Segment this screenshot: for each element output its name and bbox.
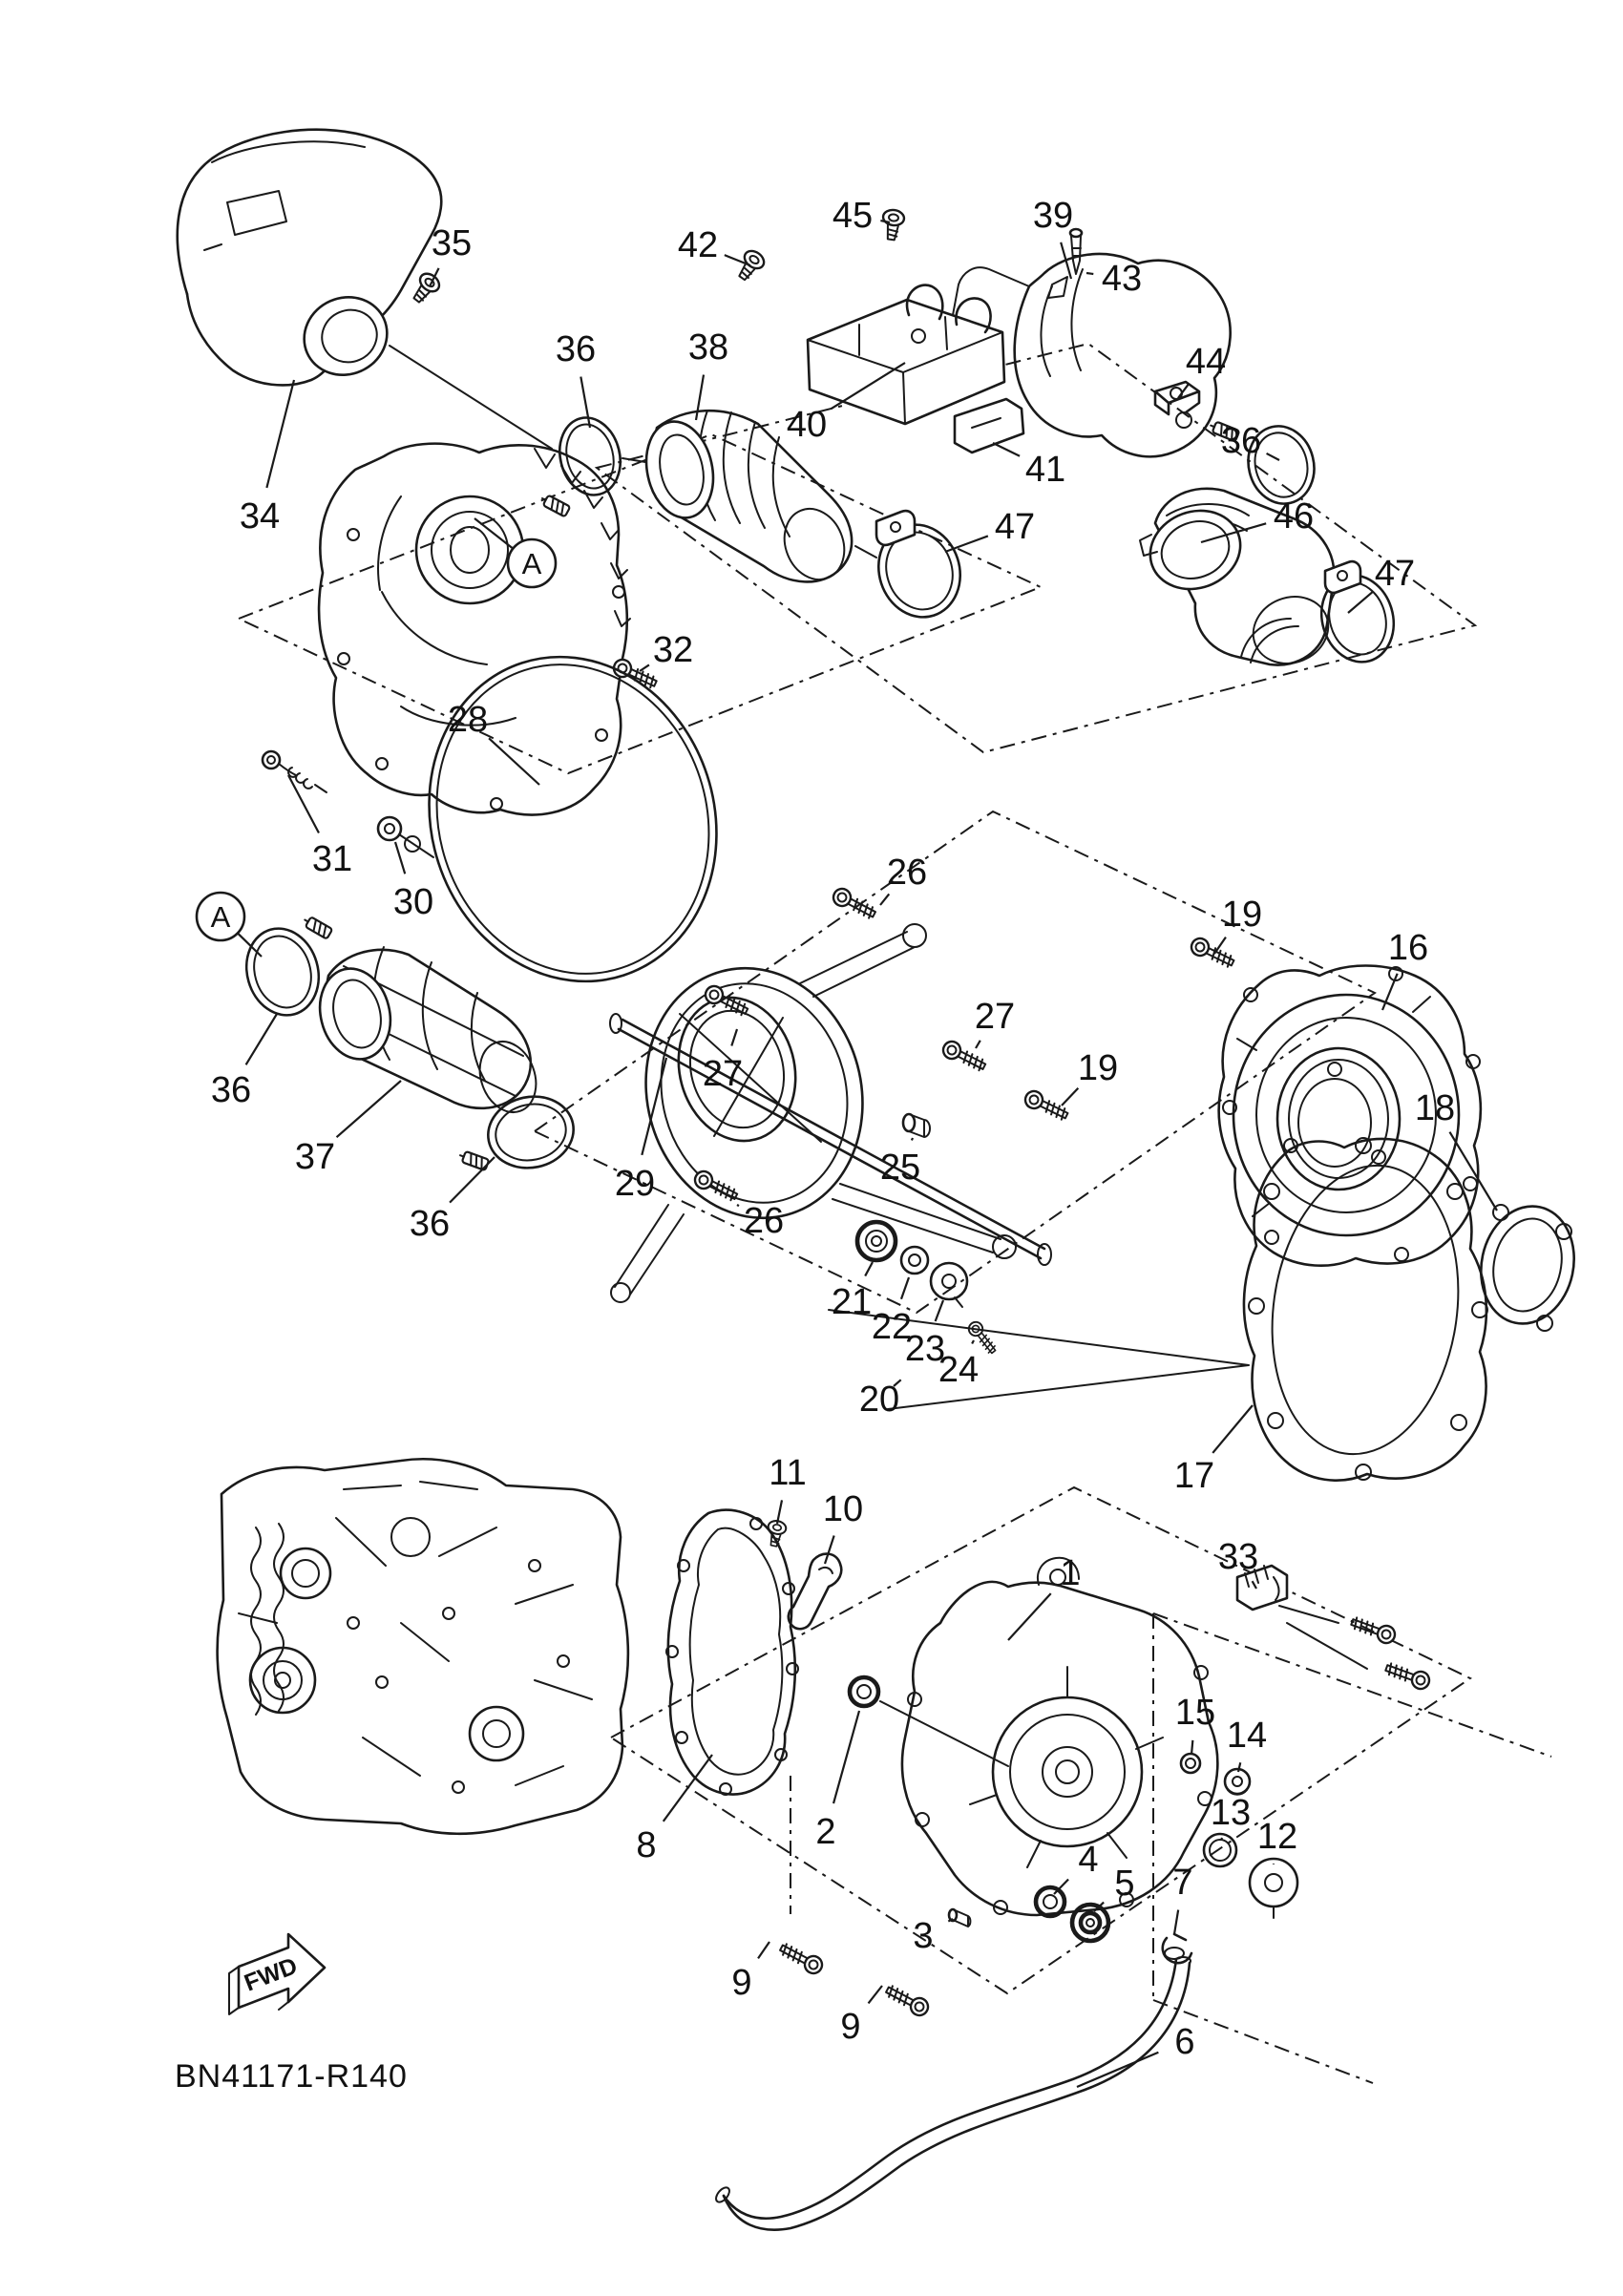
callout-label-41: 41 — [1024, 450, 1066, 490]
callout-label-14: 14 — [1226, 1716, 1268, 1756]
callout-label-20: 20 — [858, 1380, 900, 1420]
callout-label-9: 9 — [731, 1963, 752, 2003]
callout-label-9: 9 — [840, 2007, 861, 2047]
hose-clamp-36-left — [237, 915, 333, 1023]
pin-43 — [1070, 229, 1082, 274]
callout-label-47: 47 — [1374, 554, 1416, 594]
fwd-label: FWD — [241, 1952, 302, 1997]
detail-marker-label: A — [521, 547, 542, 580]
callout-label-43: 43 — [1101, 259, 1143, 299]
callout-label-21: 21 — [831, 1282, 873, 1322]
leader-line-11 — [777, 1500, 782, 1524]
cap-12 — [1250, 1859, 1297, 1918]
callout-label-13: 13 — [1210, 1793, 1252, 1833]
screw-35 — [408, 270, 442, 306]
leader-line-9 — [869, 1986, 882, 2003]
leader-line-23 — [936, 1300, 943, 1321]
hose-clamp-36-lower — [458, 1088, 580, 1175]
air-duct-part-34 — [178, 130, 441, 389]
callout-label-46: 46 — [1273, 496, 1315, 537]
callout-label-4: 4 — [1078, 1840, 1099, 1880]
callout-label-12: 12 — [1256, 1817, 1298, 1857]
callout-label-8: 8 — [636, 1825, 657, 1865]
callout-label-25: 25 — [879, 1148, 921, 1188]
callout-label-36: 36 — [1220, 421, 1262, 461]
callout-label-22: 22 — [871, 1307, 913, 1347]
callout-label-26: 26 — [886, 853, 928, 893]
callout-label-27: 27 — [702, 1054, 744, 1094]
leader-line-24 — [972, 1340, 974, 1344]
bolt-33b — [1383, 1660, 1431, 1692]
detail-markers — [197, 518, 556, 957]
callout-label-28: 28 — [447, 700, 489, 740]
diagram-part-code: BN41171-R140 — [175, 2058, 408, 2095]
callout-label-7: 7 — [1172, 1863, 1193, 1903]
cover-gasket-29 — [388, 620, 758, 1020]
dowel-pin-3 — [949, 1909, 970, 1927]
air-cleaner-bracket-40 — [808, 285, 1004, 424]
sensor-33 — [1237, 1566, 1367, 1669]
leader-line-36 — [246, 1014, 277, 1064]
callout-label-1: 1 — [1060, 1553, 1081, 1593]
leader-line-22 — [901, 1277, 909, 1299]
fwd-direction-arrow — [229, 1934, 325, 2014]
bolt-19-middle — [1022, 1088, 1070, 1124]
leader-line-43 — [1086, 273, 1093, 274]
crankcase-cover-28 — [319, 444, 630, 815]
leader-line-38 — [696, 375, 704, 420]
leader-line-36 — [580, 377, 590, 428]
bolt-19-upper — [1189, 936, 1236, 971]
callout-label-32: 32 — [652, 630, 694, 670]
callout-label-15: 15 — [1174, 1693, 1216, 1733]
callout-label-29: 29 — [614, 1164, 656, 1204]
leader-line-26 — [880, 894, 889, 905]
callout-label-39: 39 — [1032, 196, 1074, 236]
breather-hose-6 — [713, 1957, 1191, 2230]
callout-label-24: 24 — [938, 1350, 980, 1390]
leader-line-27 — [976, 1041, 980, 1048]
callout-label-36: 36 — [555, 329, 597, 369]
callout-label-26: 26 — [743, 1201, 785, 1241]
leader-line-19 — [1062, 1088, 1078, 1106]
callout-label-11: 11 — [769, 1453, 807, 1493]
callout-label-17: 17 — [1173, 1456, 1215, 1496]
callout-label-10: 10 — [822, 1489, 864, 1529]
leader-line-9 — [758, 1942, 769, 1958]
callout-label-27: 27 — [974, 997, 1016, 1037]
callout-label-23: 23 — [904, 1329, 946, 1369]
leader-line-26 — [737, 1205, 739, 1206]
cover-gasket-17 — [1244, 1138, 1487, 1481]
leader-line-47 — [1348, 592, 1373, 613]
leader-line-28 — [489, 738, 539, 785]
leader-line-17 — [1212, 1405, 1253, 1453]
bolt-9-right — [883, 1982, 931, 2018]
bearing-4 — [1036, 1887, 1064, 1916]
leader-line-1 — [1008, 1593, 1051, 1640]
bolt-26-lower — [692, 1169, 740, 1204]
detail-marker-leader — [474, 518, 513, 549]
callout-label-44: 44 — [1185, 342, 1227, 382]
callout-label-47: 47 — [994, 507, 1036, 547]
callout-label-30: 30 — [392, 882, 434, 922]
callout-label-36: 36 — [409, 1204, 451, 1244]
callout-label-19: 19 — [1221, 895, 1263, 935]
engine-crankcase-reference — [218, 1459, 628, 1833]
callout-label-38: 38 — [687, 327, 729, 368]
hose-clamp-47-left — [867, 511, 972, 627]
plug-14 — [1225, 1769, 1250, 1795]
callout-label-5: 5 — [1114, 1864, 1135, 1904]
detail-marker-label: A — [210, 900, 231, 934]
washer-22 — [901, 1247, 928, 1274]
leader-line-15 — [1191, 1740, 1192, 1755]
callout-label-36: 36 — [210, 1070, 252, 1110]
callout-label-18: 18 — [1414, 1088, 1456, 1128]
screw-45 — [880, 209, 905, 242]
leader-line-2 — [833, 1711, 859, 1803]
dowel-pin-25 — [903, 1114, 930, 1137]
bolt-27-right — [940, 1039, 988, 1074]
callout-label-34: 34 — [239, 496, 281, 537]
bolt-26-upper — [831, 886, 878, 922]
leader-line-27 — [731, 1029, 737, 1045]
leader-line-8 — [664, 1755, 712, 1822]
grommet-2 — [850, 1677, 878, 1706]
leader-line-37 — [337, 1081, 401, 1137]
duct-plate-41 — [955, 399, 1023, 453]
bolt-27-left — [703, 983, 750, 1019]
callout-label-42: 42 — [677, 225, 719, 265]
callout-label-40: 40 — [786, 405, 828, 445]
bearing-21 — [857, 1222, 896, 1260]
leader-line-10 — [825, 1536, 834, 1564]
plate-23 — [931, 1263, 967, 1307]
leader-line-30 — [395, 842, 405, 874]
o-ring-15 — [1181, 1754, 1200, 1773]
leader-line-36 — [1267, 453, 1279, 460]
grommet-collar-30 — [378, 817, 433, 857]
callout-label-35: 35 — [431, 223, 473, 263]
leader-line-41 — [993, 443, 1020, 456]
bolt-9-left — [777, 1940, 825, 1976]
callout-label-2: 2 — [815, 1812, 836, 1852]
air-elbow-hose-37 — [310, 947, 545, 1120]
callout-label-37: 37 — [294, 1137, 336, 1177]
bolt-11 — [765, 1519, 788, 1548]
stator-cover-gasket-8 — [666, 1510, 798, 1795]
leader-line-25 — [912, 1138, 913, 1140]
callout-label-16: 16 — [1387, 928, 1429, 968]
starter-clutch-housing-20 — [610, 924, 1051, 1302]
o-ring-13 — [1204, 1834, 1236, 1866]
callout-label-33: 33 — [1217, 1537, 1259, 1577]
callout-label-31: 31 — [311, 839, 353, 879]
callout-label-19: 19 — [1077, 1048, 1119, 1088]
callout-labels — [211, 196, 1455, 2062]
callout-label-6: 6 — [1174, 2022, 1195, 2062]
callout-label-3: 3 — [913, 1916, 934, 1956]
leader-line-21 — [865, 1262, 873, 1276]
bolt-33a — [1349, 1614, 1397, 1646]
leader-line-7 — [1174, 1910, 1178, 1934]
callout-label-45: 45 — [832, 196, 874, 236]
leader-line-32 — [640, 664, 649, 671]
leader-line-34 — [266, 380, 294, 488]
